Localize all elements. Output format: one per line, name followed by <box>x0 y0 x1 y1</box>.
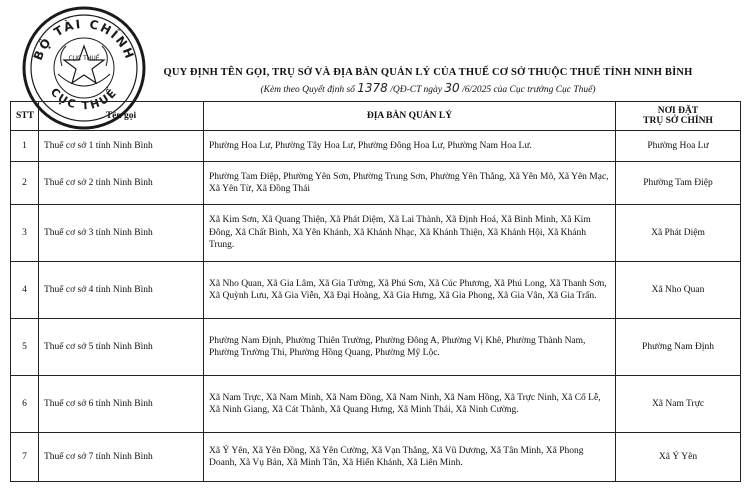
header-noi-dat-line1: NƠI ĐẶT <box>657 106 699 116</box>
decision-day: 30 <box>444 81 460 95</box>
svg-text:BỘ TÀI CHÍNH: BỘ TÀI CHÍNH <box>30 16 138 63</box>
table-row <box>11 162 741 205</box>
cell-stt: 6 <box>11 376 39 433</box>
cell-stt: 4 <box>11 262 39 319</box>
cell-noi-dat: Xã Nam Trực <box>616 376 741 433</box>
svg-text:CỤC THUẾ: CỤC THUẾ <box>68 55 100 62</box>
document-subtitle <box>118 81 738 95</box>
cell-stt: 7 <box>11 433 39 482</box>
header-ten-goi: Tên gọi <box>39 102 204 131</box>
table-row <box>11 376 741 433</box>
cell-stt: 3 <box>11 205 39 262</box>
header-noi-dat <box>616 102 741 131</box>
document-title: QUY ĐỊNH TÊN GỌI, TRỤ SỞ VÀ ĐỊA BÀN QUẢN LÝ CỦA THUẾ CƠ SỞ THUỘC THUẾ TỈNH NINH BÌNH <box>163 67 693 78</box>
header-stt: STT <box>11 102 39 131</box>
cell-noi-dat: Phường Hoa Lư <box>616 131 741 162</box>
decision-number: 1378 <box>357 81 388 95</box>
cell-ten-goi: Thuế cơ sở 2 tỉnh Ninh Bình <box>39 162 204 205</box>
cell-ten-goi: Thuế cơ sở 5 tỉnh Ninh Bình <box>39 319 204 376</box>
subtitle-prefix: (Kèm theo Quyết định số <box>260 85 358 95</box>
cell-noi-dat: Phường Tam Điệp <box>616 162 741 205</box>
cell-dia-ban: Xã Nam Trực, Xã Nam Minh, Xã Nam Đồng, Xã Nam Ninh, Xã Nam Hồng, Xã Trực Ninh, Xã Cổ Lễ, Xã Ninh Giang, Xã Cát Thành, Xã Quang Hưng, Xã Minh Thái, Xã Ninh Cường. <box>204 376 616 433</box>
table-row <box>11 319 741 376</box>
cell-dia-ban: Xã Nho Quan, Xã Gia Lâm, Xã Gia Tường, Xã Phú Sơn, Xã Cúc Phương, Xã Phú Long, Xã Thanh Sơn, Xã Quỳnh Lưu, Xã Gia Viễn, Xã Đại Hoàng, Xã Gia Hưng, Xã Gia Phong, Xã Gia Vân, Xã Gia Trấn. <box>204 262 616 319</box>
cell-ten-goi: Thuế cơ sở 4 tỉnh Ninh Bình <box>39 262 204 319</box>
header-noi-dat-line2: TRỤ SỞ CHÍNH <box>643 116 713 126</box>
cell-stt: 2 <box>11 162 39 205</box>
table-header-row <box>11 102 741 131</box>
cell-dia-ban: Xã Kim Sơn, Xã Quang Thiện, Xã Phát Diệm, Xã Lai Thành, Xã Định Hoá, Xã Bình Minh, Xã Kim Đông, Xã Chất Bình, Xã Yên Khánh, Xã Khánh Nhạc, Xã Khánh Thiện, Xã Khánh Hội, Xã Khánh Trung. <box>204 205 616 262</box>
cell-ten-goi: Thuế cơ sở 1 tỉnh Ninh Bình <box>39 131 204 162</box>
svg-text:CỤC THUẾ: CỤC THUẾ <box>47 85 121 113</box>
cell-ten-goi: Thuế cơ sở 7 tỉnh Ninh Bình <box>39 433 204 482</box>
cell-noi-dat: Phường Nam Định <box>616 319 741 376</box>
tax-office-table <box>10 101 741 482</box>
cell-noi-dat: Xã Ý Yên <box>616 433 741 482</box>
cell-dia-ban: Phường Tam Điệp, Phường Yên Sơn, Phường Trung Sơn, Phường Yên Thắng, Xã Yên Mô, Xã Yên Mạc, Xã Yên Từ, Xã Đồng Thái <box>204 162 616 205</box>
cell-dia-ban: Xã Ý Yên, Xã Yên Đồng, Xã Yên Cường, Xã Vạn Thắng, Xã Vũ Dương, Xã Tân Minh, Xã Phong Doanh, Xã Vụ Bản, Xã Minh Tân, Xã Hiển Khánh, Xã Liên Minh. <box>204 433 616 482</box>
table-row <box>11 433 741 482</box>
table-row <box>11 131 741 162</box>
cell-noi-dat: Xã Phát Diệm <box>616 205 741 262</box>
cell-stt: 1 <box>11 131 39 162</box>
cell-noi-dat: Xã Nho Quan <box>616 262 741 319</box>
subtitle-suffix: /6/2025 của Cục trưởng Cục Thuế) <box>459 85 596 95</box>
cell-stt: 5 <box>11 319 39 376</box>
header-dia-ban: ĐỊA BÀN QUẢN LÝ <box>204 102 616 131</box>
cell-dia-ban: Phường Nam Định, Phường Thiên Trường, Phường Đông A, Phường Vị Khê, Phường Thành Nam, Phường Trường Thi, Phường Hồng Quang, Phường Mỹ Lộc. <box>204 319 616 376</box>
table-row <box>11 205 741 262</box>
cell-dia-ban: Phường Hoa Lư, Phường Tây Hoa Lư, Phường Đông Hoa Lư, Phường Nam Hoa Lư. <box>204 131 616 162</box>
subtitle-middle: /QĐ-CT ngày <box>387 85 445 95</box>
cell-ten-goi: Thuế cơ sở 6 tỉnh Ninh Bình <box>39 376 204 433</box>
cell-ten-goi: Thuế cơ sở 3 tỉnh Ninh Bình <box>39 205 204 262</box>
table-row <box>11 262 741 319</box>
